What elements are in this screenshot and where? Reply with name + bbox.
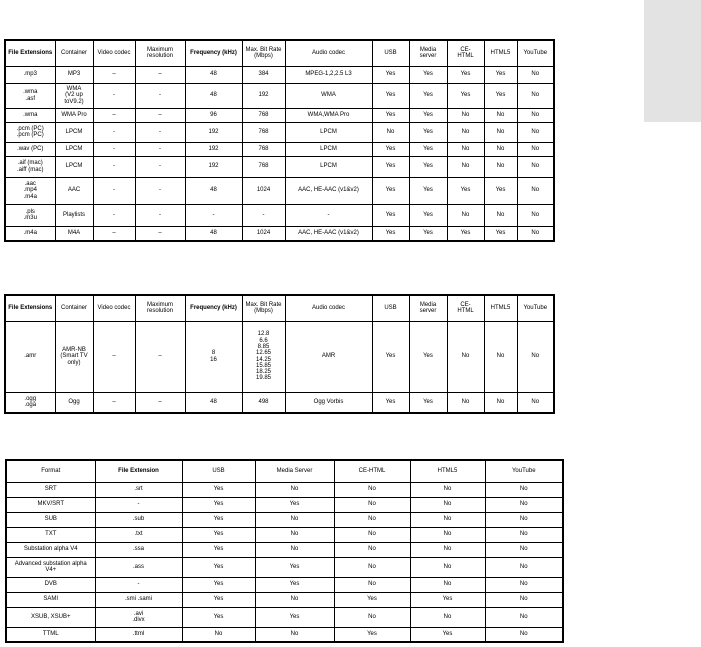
table-cell: .pcm (PC) .pcm (PC) (5, 122, 55, 142)
table-cell: 8 16 (185, 321, 242, 392)
table-cell: No (410, 577, 485, 592)
table-row (5, 226, 554, 241)
column-header: Audio codec (285, 40, 372, 66)
table-cell: No (484, 122, 517, 142)
table-cell: – (135, 108, 185, 122)
table-cell: No (484, 321, 517, 392)
table-cell: Yes (447, 66, 484, 83)
column-header: HTML5 (484, 295, 517, 321)
table-cell: Yes (372, 177, 409, 204)
audio-formats-table (4, 39, 555, 242)
table-cell: LPCM (285, 156, 372, 177)
table-cell: WMA Pro (55, 108, 93, 122)
table-row (5, 83, 554, 108)
table-cell: WMA,WMA Pro (285, 108, 372, 122)
table-row (5, 122, 554, 142)
table-cell: Yes (372, 392, 409, 413)
table-cell: - (185, 204, 242, 226)
table-cell: - (285, 204, 372, 226)
table-cell: Yes (409, 177, 447, 204)
column-header: YouTube (517, 40, 554, 66)
table-row (6, 592, 563, 607)
table-cell: Yes (255, 497, 334, 512)
table-cell: – (93, 321, 135, 392)
table-cell: No (517, 156, 554, 177)
table-header-row (5, 40, 554, 66)
table-cell: No (334, 557, 410, 577)
table-cell: 498 (242, 392, 285, 413)
table-row (6, 542, 563, 557)
table-cell: No (410, 527, 485, 542)
table-cell: No (485, 527, 563, 542)
table-cell: Yes (409, 226, 447, 241)
table-cell: No (334, 527, 410, 542)
table-cell: Yes (447, 83, 484, 108)
column-header: USB (182, 460, 255, 482)
table-cell: No (447, 392, 484, 413)
table-cell: 96 (185, 108, 242, 122)
table-cell: - (135, 177, 185, 204)
table-cell: 768 (242, 122, 285, 142)
table-cell: No (334, 512, 410, 527)
table-cell: 768 (242, 142, 285, 156)
column-header: File Extension (95, 460, 182, 482)
table-cell: Yes (255, 607, 334, 627)
table-cell: .aif (mac) .aiff (mac) (5, 156, 55, 177)
column-header: Format (6, 460, 95, 482)
table-cell: Yes (372, 204, 409, 226)
table-cell: AAC, HE-AAC (v1&v2) (285, 226, 372, 241)
table-cell: SRT (6, 482, 95, 497)
table-cell: - (135, 156, 185, 177)
table-cell: No (485, 577, 563, 592)
audio-formats-table-2 (4, 294, 555, 414)
column-header: Max. Bit Rate (Mbps) (242, 40, 285, 66)
table-row (5, 204, 554, 226)
subtitle-formats-table (5, 459, 564, 643)
table-cell: 768 (242, 156, 285, 177)
table-cell: No (334, 577, 410, 592)
table-cell: – (135, 392, 185, 413)
table-cell: No (410, 512, 485, 527)
table-cell: .ttml (95, 627, 182, 642)
table-cell: .sub (95, 512, 182, 527)
table-row (6, 627, 563, 642)
table-cell: Yes (409, 83, 447, 108)
column-header: Frequency (kHz) (185, 295, 242, 321)
table-cell: No (485, 482, 563, 497)
table-cell: Yes (409, 156, 447, 177)
table-cell: - (95, 497, 182, 512)
table-cell: - (95, 577, 182, 592)
column-header: CE- HTML (447, 40, 484, 66)
table-cell: - (93, 204, 135, 226)
table-row (6, 497, 563, 512)
table-row (6, 577, 563, 592)
table-cell: - (93, 177, 135, 204)
table-cell: .wav (PC) (5, 142, 55, 156)
chapter-side-tab (644, 0, 701, 122)
table-cell: Yes (372, 226, 409, 241)
table-cell: .wma .asf (5, 83, 55, 108)
table-cell: Yes (409, 321, 447, 392)
table-cell: 48 (185, 226, 242, 241)
table-cell: MP3 (55, 66, 93, 83)
table-cell: - (93, 83, 135, 108)
table-cell: No (485, 512, 563, 527)
table-cell: – (93, 108, 135, 122)
table-cell: – (135, 66, 185, 83)
table-cell: No (447, 156, 484, 177)
table-cell: Yes (182, 577, 255, 592)
table-cell: Yes (372, 321, 409, 392)
column-header: Video codec (93, 40, 135, 66)
table-cell: No (255, 527, 334, 542)
table-cell: AMR-NB (Smart TV only) (55, 321, 93, 392)
column-header: Media Server (255, 460, 334, 482)
table-cell: 48 (185, 83, 242, 108)
table-cell: – (93, 392, 135, 413)
column-header: Max. Bit Rate (Mbps) (242, 295, 285, 321)
table-cell: 48 (185, 392, 242, 413)
table-cell: Yes (182, 497, 255, 512)
table-cell: TXT (6, 527, 95, 542)
table-row (6, 527, 563, 542)
table-header-row (6, 460, 563, 482)
table-cell: No (334, 482, 410, 497)
table-cell: No (255, 512, 334, 527)
column-header: Audio codec (285, 295, 372, 321)
table-row (5, 142, 554, 156)
table-cell: No (517, 108, 554, 122)
table-cell: Yes (409, 142, 447, 156)
table-cell: - (242, 204, 285, 226)
table-cell: Yes (409, 66, 447, 83)
table-cell: No (484, 142, 517, 156)
table-cell: LPCM (285, 122, 372, 142)
table-row (5, 66, 554, 83)
table-cell: 48 (185, 177, 242, 204)
table-cell: No (484, 392, 517, 413)
table-cell: Yes (484, 226, 517, 241)
table-cell: WMA (285, 83, 372, 108)
table-cell: .txt (95, 527, 182, 542)
table-cell: No (255, 542, 334, 557)
table-cell: No (484, 108, 517, 122)
table-cell: Yes (182, 527, 255, 542)
column-header: File Extensions (5, 40, 55, 66)
table-cell: - (93, 156, 135, 177)
table-cell: No (517, 177, 554, 204)
table-cell: Yes (447, 226, 484, 241)
table-cell: .m4a (5, 226, 55, 241)
table-cell: Yes (372, 83, 409, 108)
table-cell: Yes (409, 108, 447, 122)
table-cell: - (135, 142, 185, 156)
table-cell: No (517, 142, 554, 156)
table-header-row (5, 295, 554, 321)
table-cell: 384 (242, 66, 285, 83)
table-cell: 192 (242, 83, 285, 108)
table-cell: - (135, 83, 185, 108)
table-cell: No (485, 497, 563, 512)
table-cell: No (410, 557, 485, 577)
table-cell: TTML (6, 627, 95, 642)
column-header: HTML5 (484, 40, 517, 66)
table-cell: Ogg (55, 392, 93, 413)
column-header: YouTube (517, 295, 554, 321)
table-cell: No (484, 156, 517, 177)
table-row (5, 156, 554, 177)
table-cell: Yes (410, 592, 485, 607)
table-cell: - (93, 122, 135, 142)
table-cell: No (517, 83, 554, 108)
table-row (5, 108, 554, 122)
table-cell: Yes (334, 627, 410, 642)
table-cell: Substation alpha V4 (6, 542, 95, 557)
table-cell: .amr (5, 321, 55, 392)
table-cell: Advanced substation alpha V4+ (6, 557, 95, 577)
table-cell: Yes (447, 177, 484, 204)
table-cell: No (484, 204, 517, 226)
table-cell: LPCM (55, 122, 93, 142)
column-header: Container (55, 40, 93, 66)
table-cell: Yes (182, 607, 255, 627)
table-cell: Yes (372, 108, 409, 122)
table-cell: .mp3 (5, 66, 55, 83)
table-cell: Playlists (55, 204, 93, 226)
table-cell: MPEG-1,2,2.5 L3 (285, 66, 372, 83)
column-header: Media server (409, 40, 447, 66)
table-cell: 192 (185, 122, 242, 142)
table-cell: No (517, 66, 554, 83)
table-cell: No (447, 122, 484, 142)
column-header: USB (372, 40, 409, 66)
table-cell: No (410, 607, 485, 627)
table-cell: No (447, 204, 484, 226)
column-header: Maximum resolution (135, 295, 185, 321)
table-cell: No (517, 321, 554, 392)
table-cell: No (447, 142, 484, 156)
table-cell: No (255, 592, 334, 607)
table-cell: No (372, 122, 409, 142)
column-header: File Extensions (5, 295, 55, 321)
table-row (6, 512, 563, 527)
table-cell: Yes (484, 83, 517, 108)
table-cell: No (410, 542, 485, 557)
table-cell: No (485, 627, 563, 642)
table-cell: No (447, 321, 484, 392)
table-cell: LPCM (55, 142, 93, 156)
table-cell: .ssa (95, 542, 182, 557)
table-cell: Yes (409, 204, 447, 226)
column-header: HTML5 (410, 460, 485, 482)
table-row (6, 607, 563, 627)
table-cell: LPCM (285, 142, 372, 156)
table-cell: No (485, 542, 563, 557)
table-cell: 12.8 6.6 8.85 12.65 14.25 15.85 18.25 19.85 (242, 321, 285, 392)
column-header: Video codec (93, 295, 135, 321)
table-cell: - (135, 204, 185, 226)
table-cell: No (255, 482, 334, 497)
table-cell: No (517, 226, 554, 241)
table-cell: Yes (182, 557, 255, 577)
table-row (5, 392, 554, 413)
table-cell: .smi .sami (95, 592, 182, 607)
table-cell: Yes (255, 577, 334, 592)
table-cell: .pls .m3u (5, 204, 55, 226)
column-header: Maximum resolution (135, 40, 185, 66)
table-cell: Yes (182, 592, 255, 607)
table-cell: AMR (285, 321, 372, 392)
table-cell: LPCM (55, 156, 93, 177)
table-cell: No (447, 108, 484, 122)
table-cell: Yes (255, 557, 334, 577)
table-cell: – (135, 321, 185, 392)
column-header: Media server (409, 295, 447, 321)
table-cell: – (93, 66, 135, 83)
table-cell: No (334, 607, 410, 627)
table-cell: AAC (55, 177, 93, 204)
table-cell: WMA (V2 up toV9.2) (55, 83, 93, 108)
table-cell: No (485, 592, 563, 607)
table-cell: No (410, 497, 485, 512)
table-cell: No (334, 542, 410, 557)
column-header: USB (372, 295, 409, 321)
table-cell: Yes (372, 142, 409, 156)
table-cell: - (135, 122, 185, 142)
table-cell: .ogg .oga (5, 392, 55, 413)
table-cell: No (410, 482, 485, 497)
table-cell: No (334, 497, 410, 512)
table-cell: Yes (182, 512, 255, 527)
table-cell: MKV/SRT (6, 497, 95, 512)
table-cell: 768 (242, 108, 285, 122)
table-cell: No (182, 627, 255, 642)
table-cell: - (93, 142, 135, 156)
table-cell: M4A (55, 226, 93, 241)
table-cell: – (135, 226, 185, 241)
table-cell: Ogg Vorbis (285, 392, 372, 413)
table-cell: 192 (185, 156, 242, 177)
table-cell: 48 (185, 66, 242, 83)
table-cell: SAMI (6, 592, 95, 607)
table-cell: SUB (6, 512, 95, 527)
table-cell: .avi .divx (95, 607, 182, 627)
table-cell: DVB (6, 577, 95, 592)
column-header: CE- HTML (447, 295, 484, 321)
table-cell: Yes (484, 66, 517, 83)
table-cell: 192 (185, 142, 242, 156)
table-cell: .wma (5, 108, 55, 122)
table-cell: 1024 (242, 177, 285, 204)
table-row (5, 177, 554, 204)
column-header: Container (55, 295, 93, 321)
table-cell: .aac .mp4 .m4a (5, 177, 55, 204)
table-cell: Yes (372, 66, 409, 83)
table-cell: .ass (95, 557, 182, 577)
table-cell: Yes (409, 122, 447, 142)
table-cell: No (255, 627, 334, 642)
table-cell: No (485, 607, 563, 627)
table-cell: XSUB, XSUB+ (6, 607, 95, 627)
table-cell: Yes (410, 627, 485, 642)
table-cell: Yes (372, 156, 409, 177)
table-cell: .srt (95, 482, 182, 497)
table-row (6, 482, 563, 497)
table-cell: Yes (334, 592, 410, 607)
table-row (6, 557, 563, 577)
table-cell: No (517, 204, 554, 226)
table-cell: AAC, HE-AAC (v1&v2) (285, 177, 372, 204)
table-cell: Yes (182, 542, 255, 557)
table-cell: No (517, 122, 554, 142)
column-header: YouTube (485, 460, 563, 482)
table-cell: No (517, 392, 554, 413)
table-cell: Yes (182, 482, 255, 497)
table-cell: – (93, 226, 135, 241)
table-cell: No (485, 557, 563, 577)
column-header: CE-HTML (334, 460, 410, 482)
table-cell: 1024 (242, 226, 285, 241)
table-row (5, 321, 554, 392)
column-header: Frequency (kHz) (185, 40, 242, 66)
table-cell: Yes (409, 392, 447, 413)
table-cell: Yes (484, 177, 517, 204)
